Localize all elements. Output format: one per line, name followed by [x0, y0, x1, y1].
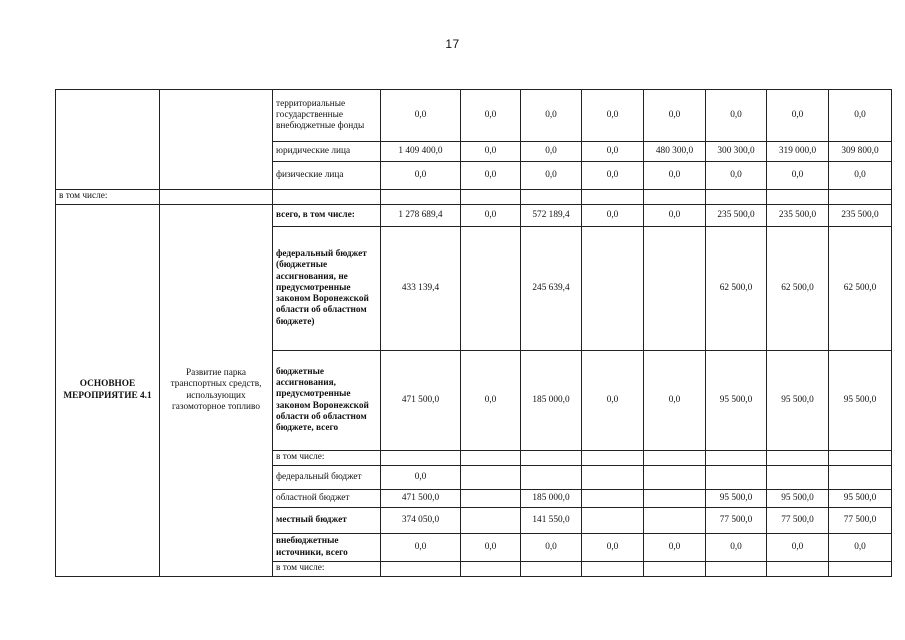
empty-cell — [461, 190, 521, 205]
empty-cell — [56, 90, 160, 190]
value-cell: 0,0 — [461, 351, 521, 451]
value-cell: 95 500,0 — [767, 490, 829, 508]
value-cell: 141 550,0 — [521, 508, 582, 534]
empty-cell — [644, 190, 706, 205]
empty-cell — [461, 451, 521, 466]
value-cell: 62 500,0 — [767, 227, 829, 351]
empty-cell — [767, 190, 829, 205]
row-label: федеральный бюджет — [273, 466, 381, 490]
budget-table — [55, 89, 892, 577]
value-cell: 0,0 — [582, 162, 644, 190]
empty-cell — [582, 451, 644, 466]
value-cell: 0,0 — [706, 534, 767, 562]
value-cell: 0,0 — [381, 162, 461, 190]
value-cell: 0,0 — [767, 90, 829, 142]
value-cell: 374 050,0 — [381, 508, 461, 534]
value-cell: 572 189,4 — [521, 205, 582, 227]
value-cell: 235 500,0 — [829, 205, 892, 227]
value-cell: 0,0 — [582, 142, 644, 162]
empty-cell — [381, 190, 461, 205]
event-description: Развитие парка транспортных средств, использующих газомоторное топливо — [160, 205, 273, 577]
value-cell: 185 000,0 — [521, 490, 582, 508]
value-cell: 95 500,0 — [829, 490, 892, 508]
value-cell — [644, 466, 706, 490]
row-label: юридические лица — [273, 142, 381, 162]
value-cell — [829, 466, 892, 490]
empty-cell — [767, 562, 829, 577]
empty-cell — [829, 451, 892, 466]
value-cell: 0,0 — [381, 534, 461, 562]
value-cell: 300 300,0 — [706, 142, 767, 162]
value-cell: 0,0 — [644, 351, 706, 451]
row-label: местный бюджет — [273, 508, 381, 534]
row-label: областной бюджет — [273, 490, 381, 508]
value-cell: 77 500,0 — [829, 508, 892, 534]
empty-cell — [160, 90, 273, 190]
value-cell: 433 139,4 — [381, 227, 461, 351]
empty-cell — [381, 562, 461, 577]
empty-cell — [706, 190, 767, 205]
empty-cell — [521, 562, 582, 577]
row-label: физические лица — [273, 162, 381, 190]
value-cell: 0,0 — [644, 162, 706, 190]
empty-cell — [706, 451, 767, 466]
value-cell: 77 500,0 — [706, 508, 767, 534]
value-cell: 0,0 — [706, 90, 767, 142]
value-cell — [767, 466, 829, 490]
value-cell: 480 300,0 — [644, 142, 706, 162]
including-label: в том числе: — [273, 562, 381, 577]
value-cell: 0,0 — [521, 90, 582, 142]
row-label: внебюджетные источники, всего — [273, 534, 381, 562]
empty-cell — [160, 190, 273, 205]
value-cell: 0,0 — [582, 351, 644, 451]
empty-cell — [767, 451, 829, 466]
value-cell: 0,0 — [521, 534, 582, 562]
empty-cell — [582, 190, 644, 205]
value-cell: 0,0 — [461, 90, 521, 142]
value-cell: 471 500,0 — [381, 490, 461, 508]
value-cell: 0,0 — [582, 534, 644, 562]
value-cell: 0,0 — [381, 90, 461, 142]
value-cell: 0,0 — [706, 162, 767, 190]
value-cell: 0,0 — [461, 205, 521, 227]
empty-cell — [381, 451, 461, 466]
empty-cell — [582, 562, 644, 577]
value-cell: 95 500,0 — [706, 490, 767, 508]
empty-cell — [521, 451, 582, 466]
value-cell: 0,0 — [644, 90, 706, 142]
value-cell: 185 000,0 — [521, 351, 582, 451]
value-cell: 0,0 — [829, 162, 892, 190]
row-label: бюджетные ассигнования, предусмотренные законом Воронежской области об областном бюджете, всего — [273, 351, 381, 451]
value-cell: 0,0 — [521, 142, 582, 162]
value-cell — [521, 466, 582, 490]
value-cell: 0,0 — [829, 90, 892, 142]
page-number: 17 — [445, 37, 460, 51]
value-cell: 0,0 — [381, 466, 461, 490]
value-cell: 95 500,0 — [829, 351, 892, 451]
value-cell — [644, 508, 706, 534]
including-label: в том числе: — [56, 190, 160, 205]
value-cell — [461, 227, 521, 351]
empty-cell — [461, 562, 521, 577]
value-cell: 1 278 689,4 — [381, 205, 461, 227]
including-label: в том числе: — [273, 451, 381, 466]
value-cell: 0,0 — [582, 205, 644, 227]
empty-cell — [829, 562, 892, 577]
value-cell — [582, 227, 644, 351]
empty-cell — [273, 190, 381, 205]
value-cell: 95 500,0 — [706, 351, 767, 451]
table-row — [56, 205, 892, 227]
empty-cell — [706, 562, 767, 577]
value-cell: 0,0 — [582, 90, 644, 142]
value-cell: 0,0 — [461, 142, 521, 162]
empty-cell — [644, 451, 706, 466]
value-cell — [644, 227, 706, 351]
value-cell — [461, 490, 521, 508]
row-label: федеральный бюджет (бюджетные ассигнования, не предусмотренные законом Воронежской области об областном бюджете) — [273, 227, 381, 351]
row-label: территориальные государственные внебюджетные фонды — [273, 90, 381, 142]
value-cell: 309 800,0 — [829, 142, 892, 162]
value-cell: 77 500,0 — [767, 508, 829, 534]
table-row — [56, 90, 892, 142]
value-cell: 471 500,0 — [381, 351, 461, 451]
value-cell: 0,0 — [644, 205, 706, 227]
empty-cell — [521, 190, 582, 205]
row-label: всего, в том числе: — [273, 205, 381, 227]
value-cell: 0,0 — [767, 162, 829, 190]
value-cell: 0,0 — [767, 534, 829, 562]
value-cell: 0,0 — [521, 162, 582, 190]
value-cell: 0,0 — [461, 534, 521, 562]
value-cell — [582, 490, 644, 508]
empty-cell — [829, 190, 892, 205]
value-cell: 0,0 — [644, 534, 706, 562]
value-cell: 62 500,0 — [829, 227, 892, 351]
value-cell — [461, 466, 521, 490]
value-cell — [644, 490, 706, 508]
value-cell — [461, 508, 521, 534]
event-title: ОСНОВНОЕ МЕРОПРИЯТИЕ 4.1 — [56, 205, 160, 577]
value-cell — [706, 466, 767, 490]
value-cell: 0,0 — [829, 534, 892, 562]
empty-cell — [644, 562, 706, 577]
value-cell: 319 000,0 — [767, 142, 829, 162]
value-cell: 235 500,0 — [706, 205, 767, 227]
value-cell: 95 500,0 — [767, 351, 829, 451]
value-cell: 245 639,4 — [521, 227, 582, 351]
value-cell: 1 409 400,0 — [381, 142, 461, 162]
table-row — [56, 190, 892, 205]
value-cell: 62 500,0 — [706, 227, 767, 351]
value-cell — [582, 466, 644, 490]
value-cell — [582, 508, 644, 534]
value-cell: 0,0 — [461, 162, 521, 190]
value-cell: 235 500,0 — [767, 205, 829, 227]
